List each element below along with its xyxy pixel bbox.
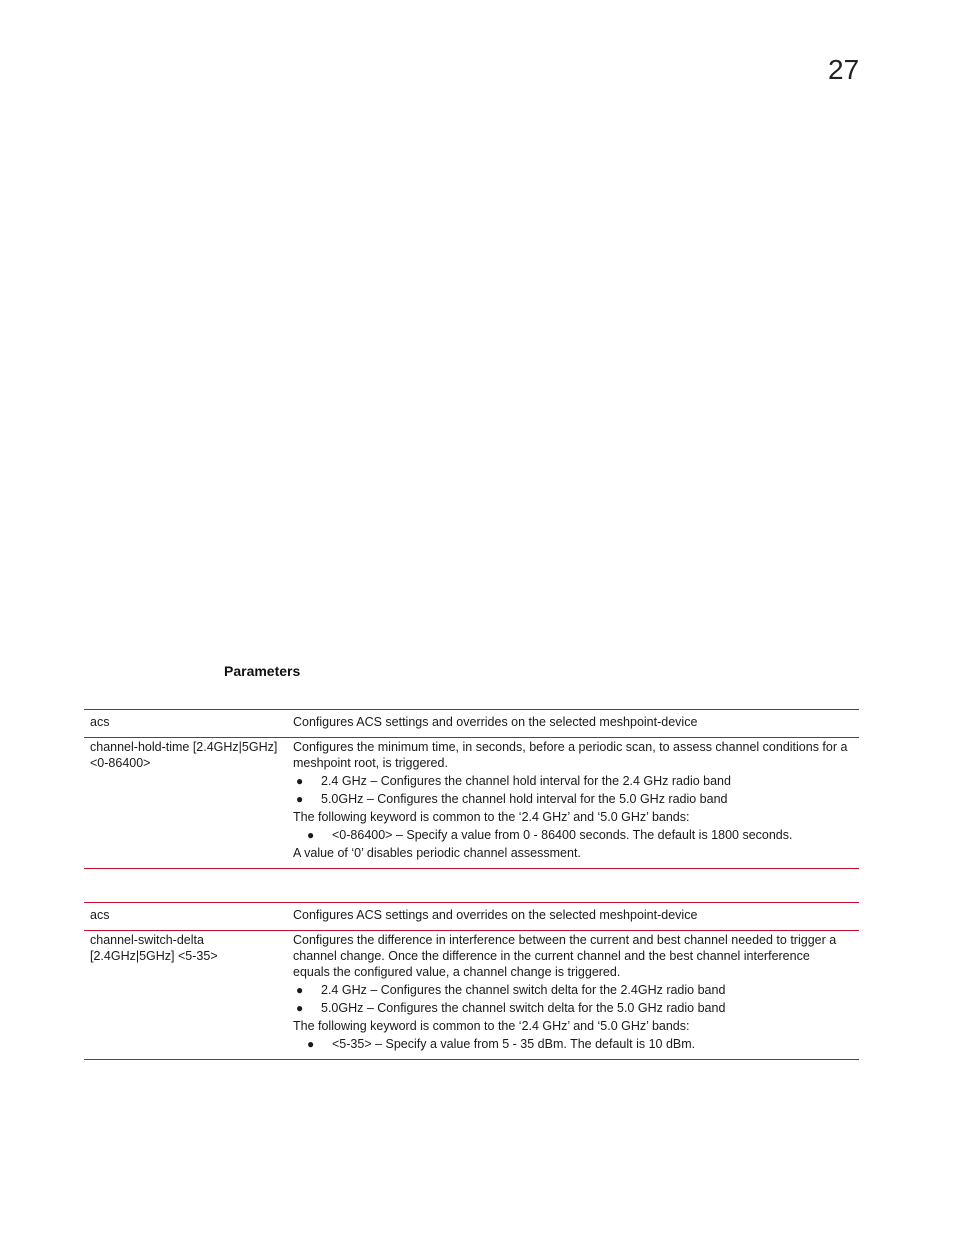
common-keyword-note: The following keyword is common to the ‘2.4 GHz’ and ‘5.0 GHz’ bands: [293,1019,690,1033]
param-key-line: [2.4GHz|5GHz] <5-35> [90,949,218,963]
parameters-table-channel-hold-time [84,709,859,869]
parameters-table-channel-switch-delta [84,902,859,1060]
param-desc-cell [293,710,859,738]
list-item [293,982,851,998]
desc-line: meshpoint root, is triggered. [293,756,448,770]
bullet-icon: ● [296,1001,304,1015]
bullet-icon: ● [296,983,304,997]
table-row [84,738,859,869]
bullet-icon: ● [296,792,304,806]
section-heading: Parameters [224,663,301,679]
param-key: acs [90,908,110,922]
table-row [84,710,859,738]
desc-line: channel change. Once the difference in the current channel and the best channel interference [293,949,810,963]
table-row [84,931,859,1060]
param-desc-cell [293,903,859,931]
bullet-text: 5.0GHz – Configures the channel hold interval for the 5.0 GHz radio band [321,792,728,806]
bullet-icon: ● [307,828,315,842]
list-item [293,827,851,843]
param-desc-cell [293,931,859,1060]
param-key-cell [84,710,293,738]
list-item [293,1000,851,1016]
param-key-line: <0-86400> [90,756,151,770]
list-item [293,791,851,807]
bullet-text: <0-86400> – Specify a value from 0 - 86400 seconds. The default is 1800 seconds. [332,828,793,842]
param-key-cell [84,738,293,869]
desc-line: Configures the minimum time, in seconds, before a periodic scan, to assess channel conditions for a [293,740,848,754]
param-desc: Configures ACS settings and overrides on the selected meshpoint-device [293,908,698,922]
chapter-number: 27 [828,54,860,85]
desc-line: Configures the difference in interference between the current and best channel needed to trigger a [293,933,837,947]
bullet-text: 2.4 GHz – Configures the channel hold interval for the 2.4 GHz radio band [321,774,731,788]
bullet-text: <5-35> – Specify a value from 5 - 35 dBm. The default is 10 dBm. [332,1037,696,1051]
param-desc: Configures ACS settings and overrides on the selected meshpoint-device [293,715,698,729]
list-item [293,773,851,789]
bullet-icon: ● [307,1037,315,1051]
param-desc-cell [293,738,859,869]
param-key-line: channel-hold-time [2.4GHz|5GHz] [90,740,278,754]
desc-line: equals the configured value, a channel change is triggered. [293,965,621,979]
bullet-icon: ● [296,774,304,788]
param-key-cell [84,903,293,931]
table-row [84,903,859,931]
param-key-cell [84,931,293,1060]
desc-note: A value of ‘0’ disables periodic channel assessment. [293,846,581,860]
list-item [293,1036,851,1052]
bullet-text: 5.0GHz – Configures the channel switch delta for the 5.0 GHz radio band [321,1001,726,1015]
bullet-text: 2.4 GHz – Configures the channel switch delta for the 2.4GHz radio band [321,983,726,997]
common-keyword-note: The following keyword is common to the ‘2.4 GHz’ and ‘5.0 GHz’ bands: [293,810,690,824]
param-key: acs [90,715,110,729]
param-key-line: channel-switch-delta [90,933,204,947]
